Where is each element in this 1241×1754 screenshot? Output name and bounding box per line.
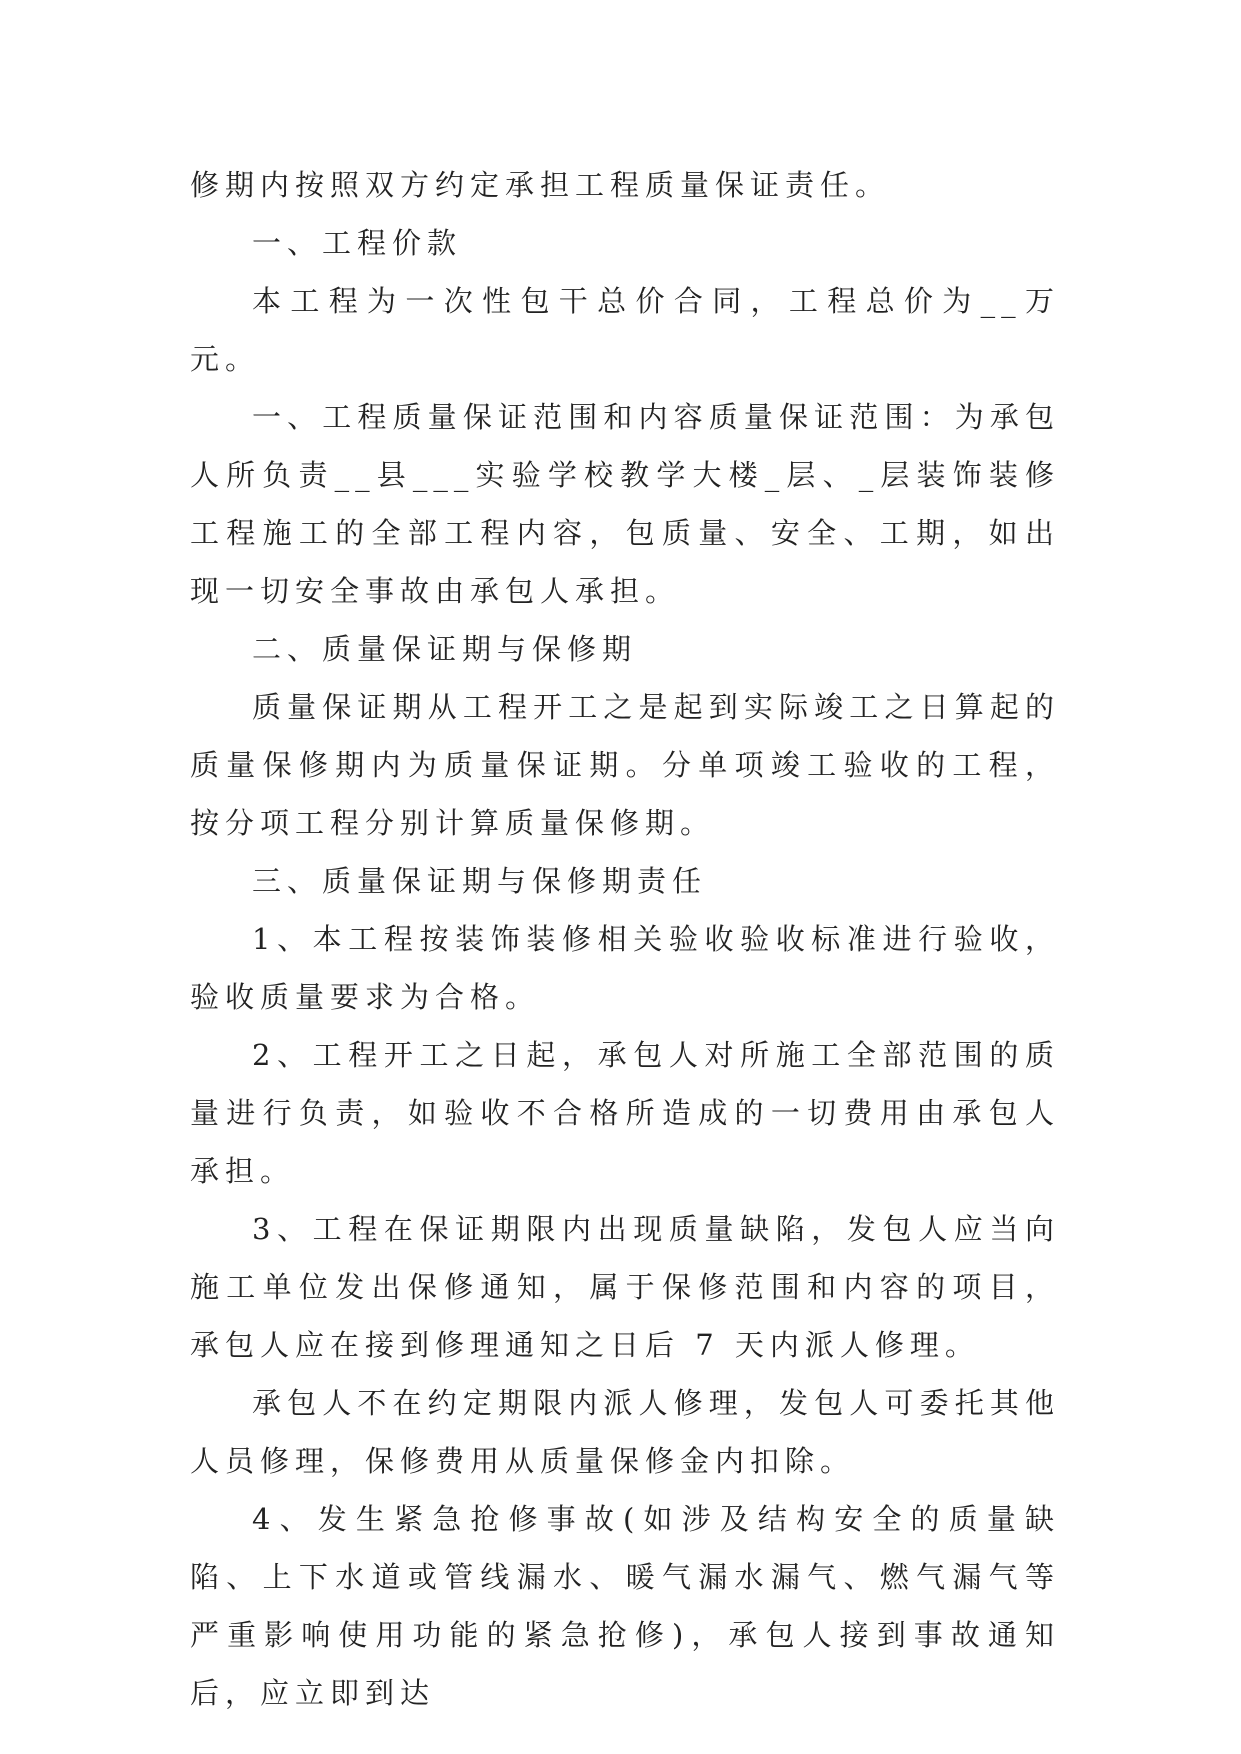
document-body (190, 156, 1060, 1722)
paragraph-warranty-period: 质量保证期从工程开工之是起到实际竣工之日算起的质量保修期内为质量保证期。分单项竣工验收的工程，按分项工程分别计算质量保修期。 (190, 690, 1060, 840)
paragraph-total-price: 本工程为一次性包干总价合同，工程总价为__万元。 (190, 284, 1060, 376)
paragraph-continuation: 修期内按照双方约定承担工程质量保证责任。 (190, 168, 891, 202)
paragraph-quality-scope: 一、工程质量保证范围和内容质量保证范围：为承包人所负责__县___实验学校教学大楼_层、_层装饰装修工程施工的全部工程内容，包质量、安全、工期，如出现一切安全事故由承包人承担。 (190, 400, 1060, 608)
heading-project-price: 一、工程价款 (252, 226, 463, 260)
heading-warranty-period: 二、质量保证期与保修期 (252, 632, 638, 666)
paragraph-item-2: 2、工程开工之日起，承包人对所施工全部范围的质量进行负责，如验收不合格所造成的一切费用由承包人承担。 (190, 1038, 1060, 1188)
paragraph-item-3: 3、工程在保证期限内出现质量缺陷，发包人应当向施工单位发出保修通知，属于保修范围和内容的项目，承包人应在接到修理通知之日后 7 天内派人修理。 (190, 1212, 1060, 1362)
paragraph-item-4: 4、发生紧急抢修事故(如涉及结构安全的质量缺陷、上下水道或管线漏水、暖气漏水漏气、燃气漏气等严重影响使用功能的紧急抢修)，承包人接到事故通知后，应立即到达 (190, 1502, 1060, 1710)
heading-warranty-responsibility: 三、质量保证期与保修期责任 (252, 864, 708, 898)
paragraph-item-1: 1、本工程按装饰装修相关验收验收标准进行验收，验收质量要求为合格。 (190, 922, 1060, 1014)
paragraph-repair-delegation: 承包人不在约定期限内派人修理，发包人可委托其他人员修理，保修费用从质量保修金内扣除。 (190, 1386, 1060, 1478)
